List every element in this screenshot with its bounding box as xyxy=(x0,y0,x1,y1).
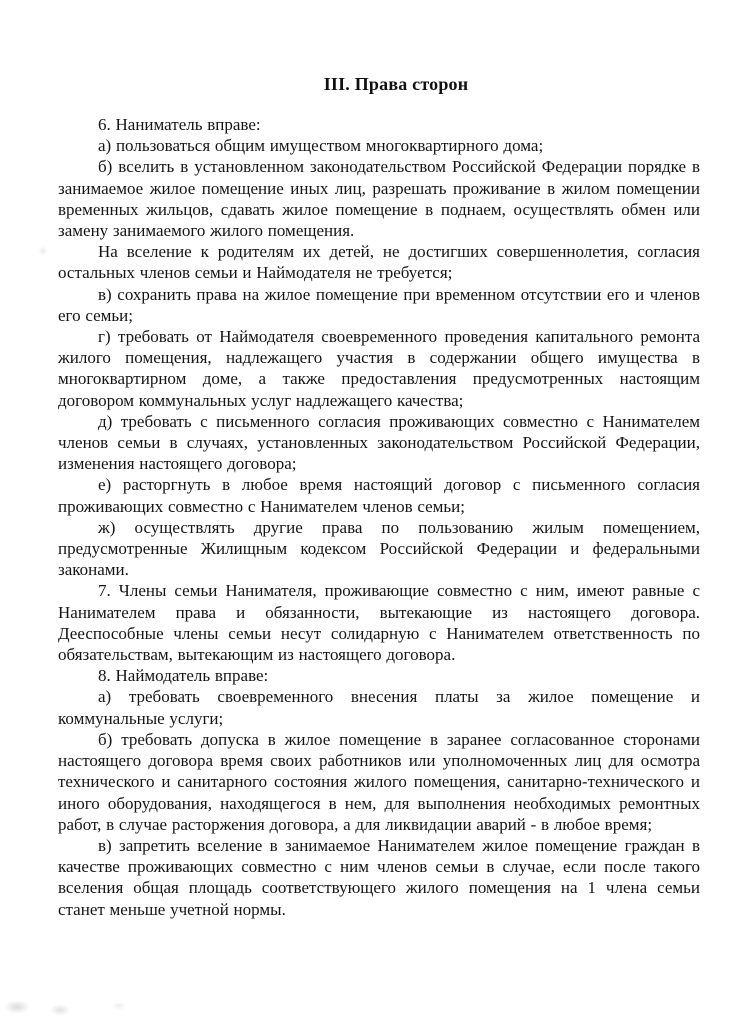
paragraph: 7. Члены семьи Нанимателя, проживающие совместно с ним, имеют равные с Нанимателем права и обязанности, вытекающие из настоящего договора. Дееспособные члены семьи несут солидарную с Нанимателем ответственность по обязательствам, вытекающим из настоящего договора. xyxy=(58,581,700,665)
scan-smudge xyxy=(4,1000,30,1014)
paragraph: д) требовать с письменного согласия проживающих совместно с Нанимателем членов семьи в случаях, установленных законодательством Российской Федерации, изменения настоящего договора; xyxy=(58,411,700,474)
paragraph: в) запретить вселение в занимаемое Нанимателем жилое помещение граждан в качестве проживающих совместно с ним членов семьи в случае, если после такого вселения общая площадь соответствующего жилого помещения на 1 члена семьи станет меньше учетной нормы. xyxy=(58,835,700,919)
paragraph: в) сохранить права на жилое помещение при временном отсутствии его и членов его семьи; xyxy=(58,284,700,325)
paragraph: а) пользоваться общим имуществом многоквартирного дома; xyxy=(98,136,544,156)
paragraph: а) требовать своевременного внесения платы за жилое помещение и коммунальные услуги; xyxy=(58,687,700,728)
paragraph: 8. Наймодатель вправе: xyxy=(98,666,269,686)
paragraph: 6. Наниматель вправе: xyxy=(98,115,261,134)
paragraph: г) требовать от Наймодателя своевременного проведения капитального ремонта жилого помещения, надлежащего участия в содержании общего имущества в многоквартирном доме, а также предоставления предусмотренных настоящим договором коммунальных услуг надлежащего качества; xyxy=(58,327,700,410)
paragraph: б) вселить в установленном законодательством Российской Федерации порядке в занимаемое жилое помещение иных лиц, разрешать проживание в жилом помещении временных жильцов, сдавать жилое помещение в поднаем, осуществлять обмен или замену занимаемого жилого помещения. xyxy=(58,157,700,241)
paragraph: е) расторгнуть в любое время настоящий договор с письменного согласия проживающих совместно с Нанимателем членов семьи; xyxy=(58,475,700,516)
paragraph: б) требовать допуска в жилое помещение в заранее согласованное сторонами настоящего договора время своих работников или уполномоченных лиц для осмотра технического и санитарного состояния жилого помещения, санитарно-технического и иного оборудования, находящегося в нем, для выполнения необходимых ремонтных работ, в случае расторжения договора, а для ликвидации аварий - в любое время; xyxy=(58,729,700,834)
scan-smudge xyxy=(112,1002,126,1010)
section-title: III. Права сторон xyxy=(323,74,469,94)
scan-smudge xyxy=(38,246,48,256)
document-body xyxy=(58,114,700,920)
scan-smudge xyxy=(50,1004,70,1016)
paragraph: ж) осуществлять другие права по пользованию жилым помещением, предусмотренные Жилищным кодексом Российской Федерации и федеральными законами. xyxy=(58,517,700,580)
paragraph: На вселение к родителям их детей, не достигших совершеннолетия, согласия остальных членов семьи и Наймодателя не требуется; xyxy=(58,242,700,283)
